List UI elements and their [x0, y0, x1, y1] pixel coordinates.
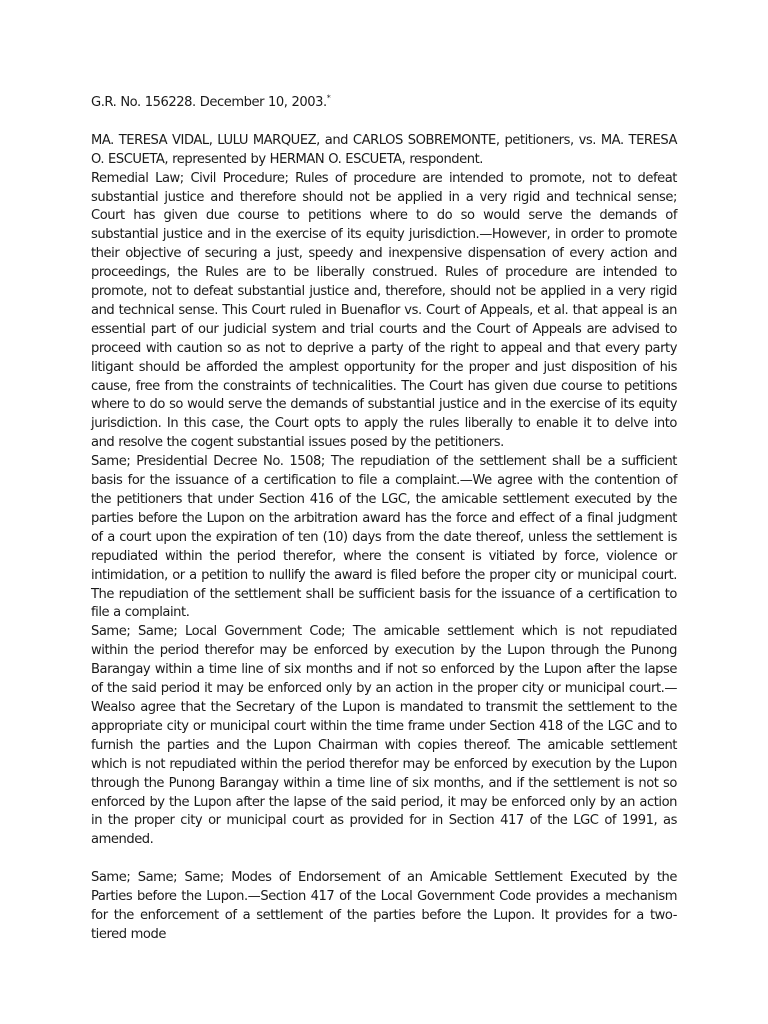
case-number — [91, 94, 677, 113]
blank-line — [91, 113, 677, 132]
case-number-text: G.R. No. 156228. December 10, 2003. — [91, 95, 327, 110]
document-body — [91, 94, 677, 945]
footnote-mark: * — [326, 93, 331, 103]
blank-line — [91, 850, 677, 869]
case-parties: MA. TERESA VIDAL, LULU MARQUEZ, and CARLOS SOBREMONTE, petitioners, vs. MA. TERESA O. ESCUETA, represented by HERMAN O. ESCUETA, respondent. — [91, 132, 677, 167]
syllabus-paragraph-3: Same; Same; Local Government Code; The amicable settlement which is not repudiated within the period therefor may be enforced by execution by the Lupon through the Punong Barangay within a time line of six months and if not so enforced by the Lupon after the lapse of the said period it may be enforced only by an action in the proper city or municipal court.—Wealso agree that the Secretary of the Lupon is mandated to transmit the settlement to the appropriate city or municipal court within the time frame under Section 418 of the LGC and to furnish the parties and the Lupon Chairman with copies thereof. The amicable settlement which is not repudiated within the period therefor may be enforced by execution by the Lupon through the Punong Barangay within a time line of six months, and if the settlement is not so enforced by the Lupon after the lapse of the said period, it may be enforced only by an action in the proper city or municipal court as provided for in Section 417 of the LGC of 1991, as amended. — [91, 624, 677, 848]
syllabus-paragraph-1: Remedial Law; Civil Procedure; Rules of procedure are intended to promote, not to defeat substantial justice and therefore should not be applied in a very rigid and technical sense; Court has given due course to petitions where to do so would serve the demands of substantial justice and in the exercise of its equity jurisdiction.—However, in order to promote their objective of securing a just, speedy and inexpensive dispensation of every action and proceedings, the Rules are to be liberally construed. Rules of procedure are intended to promote, not to defeat substantial justice and, therefore, should not be applied in a very rigid and technical sense. This Court ruled in Buenaflor vs. Court of Appeals, et al. that appeal is an essential part of our judicial system and trial courts and the Court of Appeals are advised to proceed with caution so as not to deprive a party of the right to appeal and that every party litigant should be afforded the amplest opportunity for the proper and just disposition of his cause, free from the constraints of technicalities. The Court has given due course to petitions where to do so would serve the demands of substantial justice and in the exercise of its equity jurisdiction. In this case, the Court opts to apply the rules liberally to enable it to delve into and resolve the cogent substantial issues posed by the petitioners. — [91, 170, 677, 451]
syllabus-paragraph-4: Same; Same; Same; Modes of Endorsement of an Amicable Settlement Executed by the Parties before the Lupon.—Section 417 of the Local Government Code provides a mechanism for the enforcement of a settlement of the parties before the Lupon. It provides for a two-tiered mode — [91, 870, 677, 942]
syllabus-paragraph-2: Same; Presidential Decree No. 1508; The repudiation of the settlement shall be a sufficient basis for the issuance of a certification to file a complaint.—We agree with the contention of the petitioners that under Section 416 of the LGC, the amicable settlement executed by the parties before the Lupon on the arbitration award has the force and effect of a final judgment of a court upon the expiration of ten (10) days from the date thereof, unless the settlement is repudiated within the period therefor, where the consent is vitiated by force, violence or intimidation, or a petition to nullify the award is filed before the proper city or municipal court. The repudiation of the settlement shall be sufficient basis for the issuance of a certification to file a complaint. — [91, 454, 677, 621]
